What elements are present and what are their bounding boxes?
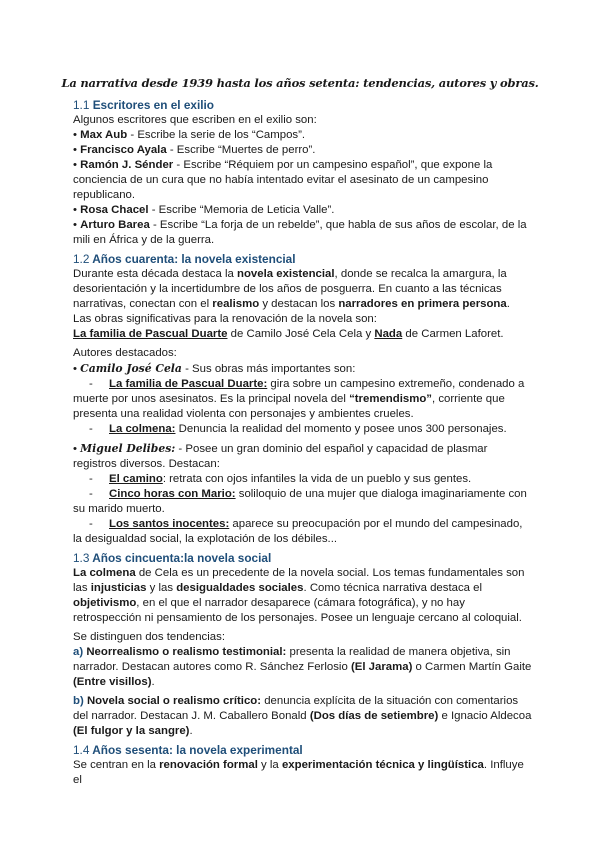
section-heading-exilio: 1.1 Escritores en el exilio — [73, 98, 214, 112]
paragraph: Se distinguen dos tendencias: — [73, 631, 225, 643]
list-item: • Ramón J. Sénder - Escribe “Réquiem por un campesino español”, que expone la conciencia de un cura que no había intentado evitar el asesinato de un campesino republicano. — [73, 159, 493, 201]
paragraph: Algunos escritores que escriben en el exilio son: — [73, 114, 317, 126]
paragraph: Se centran en la renovación formal y la experimentación técnica y lingüística. Influye el — [73, 759, 524, 786]
list-item: • Arturo Barea - Escribe “La forja de un rebelde”, que habla de sus años de escolar, de la mili en África y de la guerra. — [73, 219, 527, 246]
section-heading-cuarenta: 1.2 Años cuarenta: la novela existencial — [73, 252, 296, 266]
author-item: • Miguel Delibes: - Posee un gran dominio del español y capacidad de plasmar registros diversos. Destacan: — [73, 442, 488, 470]
author-item: • Camilo José Cela - Sus obras más importantes son: — [73, 362, 356, 375]
paragraph: La colmena de Cela es un precedente de la novela social. Los temas fundamentales son las injusticias y las desigualdades sociales. Como técnica narrativa destaca el objetivismo, en el que el narrador desaparece (cámara fotográfica), y no hay retrospección ni pensamiento de los personajes. Posee un lenguaje cercano al coloquial. — [73, 567, 525, 624]
work-item: - Cinco horas con Mario: soliloquio de una mujer que dialoga imaginariamente con su marido muerto. — [73, 488, 527, 515]
work-item: - La familia de Pascual Duarte: gira sobre un campesino extremeño, condenado a muerte por unos asesinatos. Es la principal novela del “tremendismo”, corriente que presenta una realidad violenta con personajes y ambientes crueles. — [73, 378, 525, 420]
trend-item: a) Neorrealismo o realismo testimonial: presenta la realidad de manera objetiva, sin narrador. Destacan autores como R. Sánchez Ferlosio (El Jarama) o Carmen Martín Gaite (Entre visillos). — [73, 646, 532, 688]
work-item: - Los santos inocentes: aparece su preocupación por el mundo del campesinado, la desigualdad social, la explotación de los débiles... — [73, 518, 523, 545]
section-heading-sesenta: 1.4 Años sesenta: la novela experimental — [73, 743, 303, 757]
paragraph: Autores destacados: — [73, 347, 177, 359]
paragraph: La familia de Pascual Duarte de Camilo José Cela Cela y Nada de Carmen Laforet. — [73, 328, 504, 340]
work-item: - El camino: retrata con ojos infantiles la vida de un pueblo y sus gentes. — [89, 473, 472, 485]
list-item: • Max Aub - Escribe la serie de los “Campos”. — [73, 129, 306, 141]
paragraph: Durante esta década destaca la novela existencial, donde se recalca la amargura, la desorientación y la incertidumbre de los años de posguerra. En cuanto a las técnicas narrativas, conectan con el realismo y destacan los narradores en primera persona. — [73, 268, 510, 310]
list-item: • Rosa Chacel - Escribe “Memoria de Leticia Valle”. — [73, 204, 335, 216]
section-heading-cincuenta: 1.3 Años cincuenta:la novela social — [73, 551, 272, 565]
trend-item: b) Novela social o realismo crítico: denuncia explícita de la situación con comentarios del narrador. Destacan J. M. Caballero Bonald (Dos días de setiembre) e Ignacio Aldecoa (El fulgor y la sangre). — [73, 695, 532, 737]
document-title: La narrativa desde 1939 hasta los años setenta: tendencias, autores y obras. — [61, 76, 539, 90]
work-item: - La colmena: Denuncia la realidad del momento y posee unos 300 personajes. — [89, 423, 507, 435]
paragraph: Las obras significativas para la renovación de la novela son: — [73, 313, 377, 325]
document-body — [73, 98, 533, 788]
list-item: • Francisco Ayala - Escribe “Muertes de perro”. — [73, 144, 316, 156]
